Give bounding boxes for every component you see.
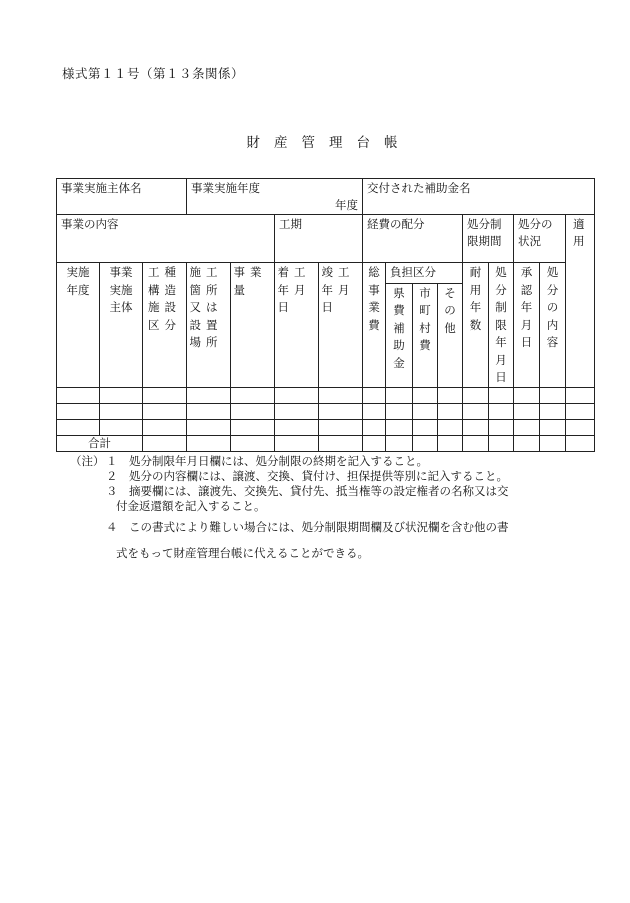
data-cell[interactable] [463,403,489,419]
location-label: 施工箇所又は設置場所 [189,265,223,349]
disposal-content-label: 処分の内容 [546,265,559,349]
data-cell[interactable] [489,403,514,419]
year-suffix: 年度 [335,198,359,212]
total-cost-cell [363,263,386,388]
year-cell [187,179,363,215]
total-cell[interactable] [187,435,231,451]
data-cell[interactable] [489,419,514,435]
limit-period-label: 処分制限期間 [467,217,502,248]
start-date-cell [275,263,319,388]
data-cell[interactable] [514,403,540,419]
data-cell[interactable] [566,419,595,435]
entity-name-cell [57,179,187,215]
data-cell[interactable] [540,387,566,403]
header-row-3 [57,263,595,284]
header-row-1 [57,179,595,215]
data-cell[interactable] [489,387,514,403]
data-cell[interactable] [540,419,566,435]
note-item-continuation [70,499,580,520]
total-cell[interactable] [386,435,413,451]
header-row-2 [57,215,595,263]
total-cell[interactable] [143,435,187,451]
data-cell[interactable] [540,403,566,419]
entity-col-label: 事業実施主体 [109,265,133,314]
total-cell[interactable] [489,435,514,451]
year-label: 事業実施年度 [191,181,261,195]
pref-subsidy-cell [386,283,413,387]
total-cell[interactable] [463,435,489,451]
data-cell[interactable] [231,403,275,419]
type-cell [143,263,187,388]
total-cell[interactable] [514,435,540,451]
remarks-label: 適用 [573,217,585,248]
data-cell[interactable] [566,403,595,419]
disposal-status-cell [514,215,566,263]
data-cell[interactable] [187,387,231,403]
total-label: 合計 [88,435,111,450]
property-ledger-table [56,178,595,452]
data-cell[interactable] [386,419,413,435]
total-cell[interactable] [438,435,463,451]
municipal-cost-cell [413,283,438,387]
note-item [70,520,580,546]
data-cell[interactable] [231,419,275,435]
data-cell[interactable] [319,419,363,435]
data-cell[interactable] [413,403,438,419]
disposal-status-label: 処分の状況 [518,217,553,248]
note-text: 処分の内容欄には、譲渡、交換、貸付け、担保提供等別に記入すること。 [129,469,509,483]
total-cell[interactable] [540,435,566,451]
limit-date-label: 処分制限年月日 [495,265,507,384]
note-number: ４ [106,520,118,534]
data-row [57,387,595,403]
start-date-label: 着工年月日 [277,265,311,314]
type-label: 工種構造施設区分 [148,265,181,332]
data-cell[interactable] [319,387,363,403]
finish-date-cell [319,263,363,388]
document-title: 財産管理台帳 [246,135,412,151]
data-cell[interactable] [57,403,100,419]
note-number: １ [106,454,118,468]
content-label: 事業の内容 [61,217,119,231]
cost-label: 経費の配分 [367,217,425,231]
data-cell[interactable] [143,419,187,435]
burden-label: 負担区分 [390,265,437,279]
data-cell[interactable] [514,419,540,435]
data-cell[interactable] [363,403,386,419]
note-text: 摘要欄には、譲渡先、交換先、貸付先、抵当権等の設定権者の名称又は交 [129,484,509,498]
note-text: 処分制限年月日欄には、処分制限の終期を記入すること。 [129,454,428,468]
data-cell[interactable] [187,403,231,419]
note-text: 式をもって財産管理台帳に代えることができる。 [116,546,369,560]
limit-period-cell [463,215,514,263]
total-cell[interactable] [275,435,319,451]
data-cell[interactable] [319,403,363,419]
data-cell[interactable] [463,419,489,435]
limit-date-cell [489,263,514,388]
data-cell[interactable] [363,419,386,435]
data-cell[interactable] [413,419,438,435]
data-cell[interactable] [363,387,386,403]
data-cell[interactable] [275,387,319,403]
subsidy-name-label: 交付された補助金名 [367,181,471,195]
data-cell[interactable] [386,403,413,419]
note-item [70,469,580,484]
data-cell[interactable] [100,419,143,435]
data-cell[interactable] [438,387,463,403]
data-cell[interactable] [386,387,413,403]
entity-name-label: 事業実施主体名 [61,181,142,195]
total-row [57,435,595,451]
note-item [70,454,580,469]
total-cell[interactable] [319,435,363,451]
pref-subsidy-label: 県費補助金 [393,285,405,370]
location-cell [187,263,231,388]
approval-date-cell [514,263,540,388]
life-label: 耐用年数 [469,265,482,332]
note-item [70,484,580,499]
disposal-content-cell [540,263,566,388]
data-row [57,419,595,435]
data-row [57,403,595,419]
remarks-cell [566,215,595,388]
data-cell[interactable] [100,387,143,403]
other-cost-cell [438,283,463,387]
data-cell[interactable] [187,419,231,435]
total-cell[interactable] [231,435,275,451]
finish-date-label: 竣工年月日 [321,265,355,314]
total-label-cell [57,435,143,451]
entity-col-cell [100,263,143,388]
form-number: 様式第１１号（第１３条関係） [62,66,245,81]
note-text: 付金返還額を記入すること。 [116,499,266,513]
subsidy-name-cell [363,179,595,215]
cost-cell [363,215,463,263]
approval-date-label: 承認年月日 [520,265,533,349]
note-item-continuation [70,546,580,561]
period-cell [275,215,363,263]
data-cell[interactable] [413,387,438,403]
data-cell[interactable] [143,387,187,403]
impl-year-cell [57,263,100,388]
life-cell [463,263,489,388]
data-cell[interactable] [514,387,540,403]
burden-cell [386,263,463,284]
data-cell[interactable] [57,419,100,435]
total-cell[interactable] [413,435,438,451]
data-cell[interactable] [566,387,595,403]
data-cell[interactable] [438,419,463,435]
impl-year-label: 実施年度 [66,265,90,297]
note-text: この書式により難しい場合には、処分制限期間欄及び状況欄を含む他の書 [129,520,509,534]
municipal-cost-label: 市町村費 [419,285,431,353]
total-cell[interactable] [566,435,595,451]
note-number: ２ [106,469,118,483]
period-label: 工期 [279,217,303,231]
data-cell[interactable] [57,387,100,403]
data-cell[interactable] [100,403,143,419]
note-number: ３ [106,484,118,498]
data-cell[interactable] [275,419,319,435]
quantity-label: 事業量 [233,265,267,297]
data-cell[interactable] [143,403,187,419]
total-cell[interactable] [363,435,386,451]
data-cell[interactable] [463,387,489,403]
quantity-cell [231,263,275,388]
content-cell [57,215,275,263]
data-cell[interactable] [275,403,319,419]
data-cell[interactable] [438,403,463,419]
data-cell[interactable] [231,387,275,403]
total-cost-label: 総事業費 [368,265,380,332]
other-cost-label: その他 [444,285,456,335]
notes-label: （注） [70,454,105,468]
notes-section [70,454,580,561]
